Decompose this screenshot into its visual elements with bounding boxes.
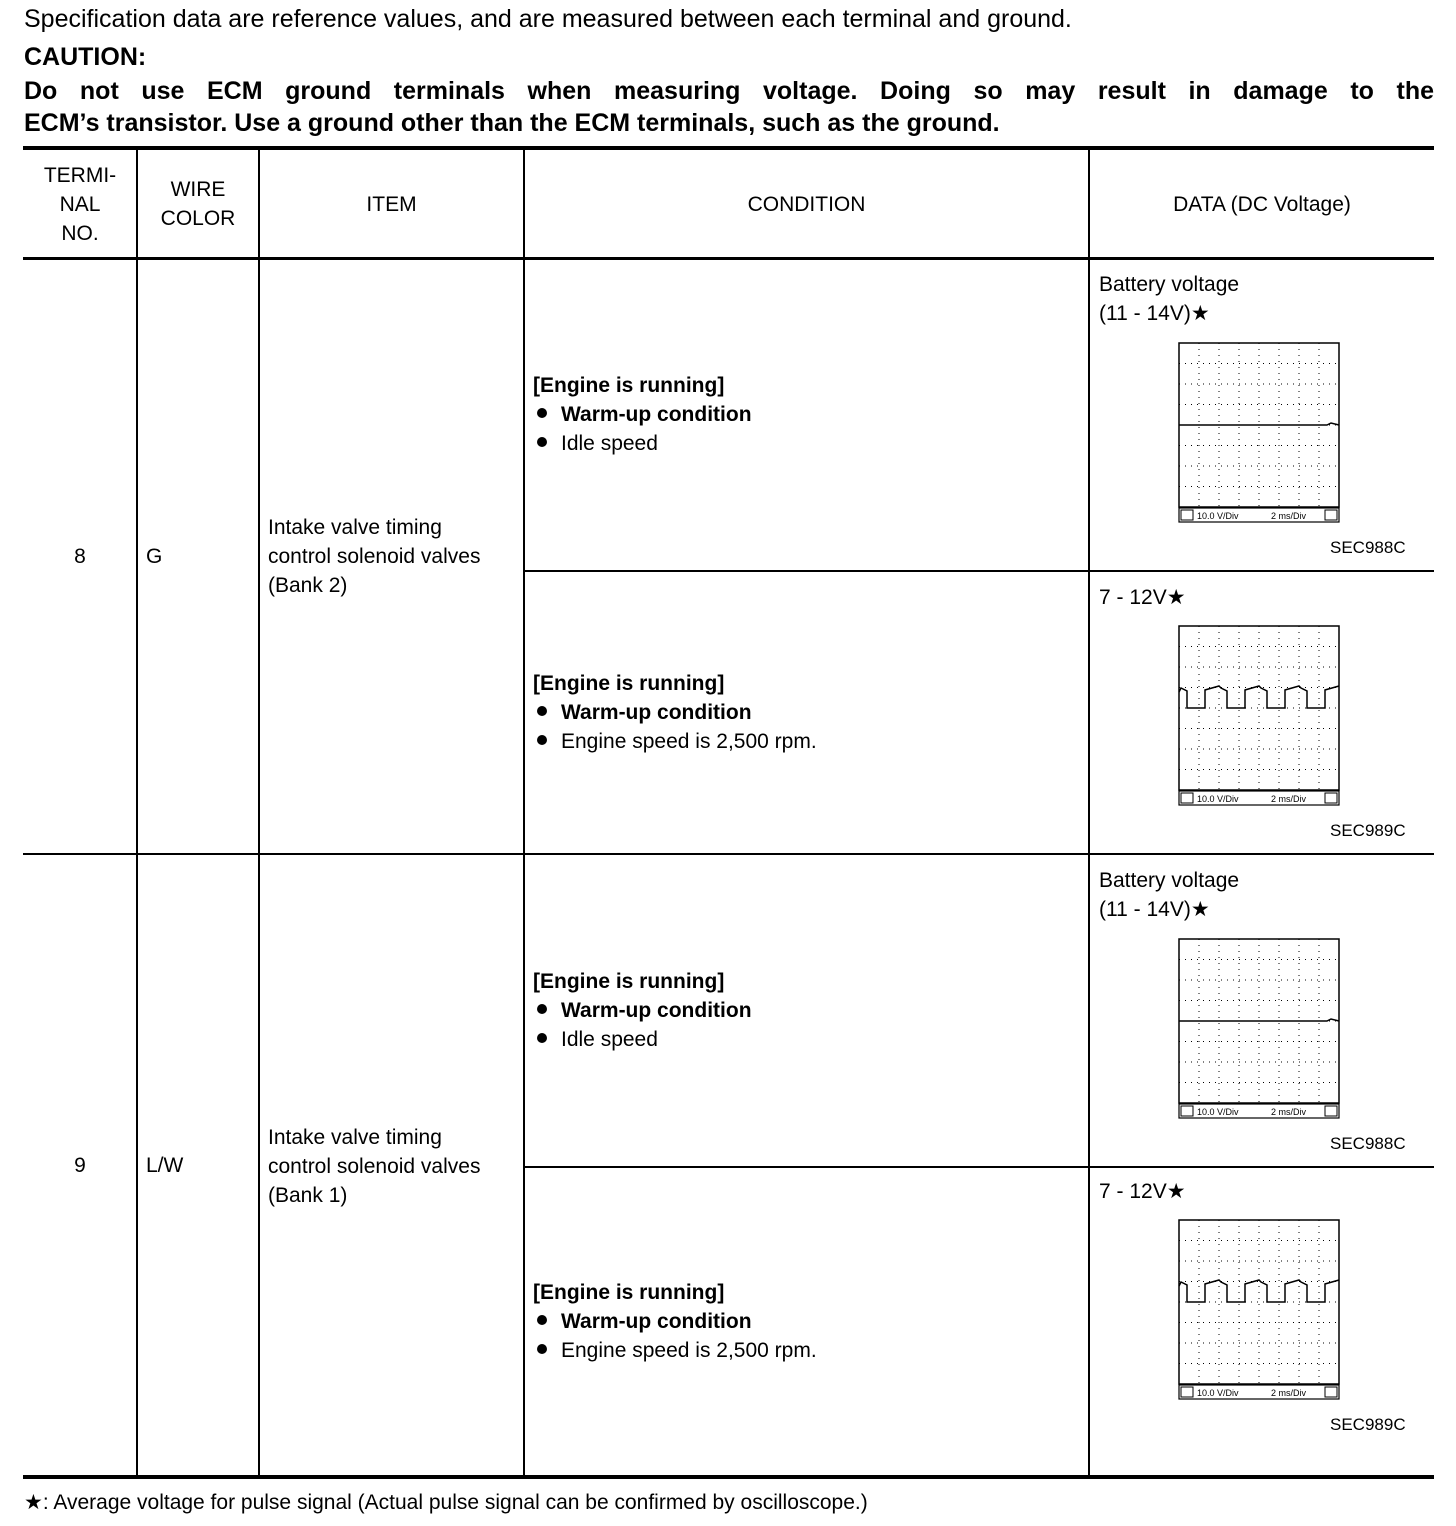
header-item: ITEM bbox=[366, 193, 417, 216]
header-bottom-rule bbox=[23, 257, 1434, 260]
footnote: ★: Average voltage for pulse signal (Actual pulse signal can be confirmed by oscilloscope.) bbox=[24, 1491, 868, 1514]
column-divider bbox=[523, 150, 525, 1475]
column-divider bbox=[136, 150, 138, 1475]
wire-color: G bbox=[146, 545, 163, 568]
svg-text:10.0 V/Div: 10.0 V/Div bbox=[1197, 511, 1239, 521]
bullet-icon bbox=[537, 437, 547, 447]
condition-block: [Engine is running] Warm-up condition Idle speed bbox=[533, 374, 752, 455]
svg-text:2 ms/Div: 2 ms/Div bbox=[1271, 794, 1307, 804]
column-divider bbox=[258, 150, 260, 1475]
figure-reference: SEC989C bbox=[1330, 1415, 1406, 1434]
bullet-icon bbox=[537, 408, 547, 418]
svg-text:2 ms/Div: 2 ms/Div bbox=[1271, 1388, 1307, 1398]
item-description: Intake valve timing control solenoid valves (Bank 2) bbox=[268, 516, 481, 597]
caution-text-line2: ECM’s transistor. Use a ground other than the ECM terminals, such as the ground. bbox=[24, 109, 1000, 137]
header-condition: CONDITION bbox=[747, 193, 866, 216]
condition-divider bbox=[524, 570, 1434, 572]
caution-heading: CAUTION: bbox=[24, 43, 147, 71]
data-value: 7 - 12V★ bbox=[1099, 1180, 1186, 1203]
svg-text:10.0 V/Div: 10.0 V/Div bbox=[1197, 1107, 1239, 1117]
figure-reference: SEC989C bbox=[1330, 821, 1406, 840]
data-value: Battery voltage (11 - 14V)★ bbox=[1099, 869, 1240, 921]
oscilloscope-waveform bbox=[1178, 938, 1340, 1120]
svg-text:2 ms/Div: 2 ms/Div bbox=[1271, 511, 1307, 521]
terminal-number: 9 bbox=[74, 1154, 86, 1177]
intro-text: Specification data are reference values, and are measured between each terminal and ground. bbox=[24, 5, 1072, 33]
data-value: Battery voltage (11 - 14V)★ bbox=[1099, 273, 1240, 325]
wire-color: L/W bbox=[146, 1154, 184, 1177]
header-wire-color: WIRE COLOR bbox=[160, 178, 236, 230]
bullet-icon bbox=[537, 735, 547, 745]
header-data: DATA (DC Voltage) bbox=[1173, 193, 1351, 216]
bullet-icon bbox=[537, 1315, 547, 1325]
svg-text:2 ms/Div: 2 ms/Div bbox=[1271, 1107, 1307, 1117]
oscilloscope-waveform bbox=[1178, 625, 1340, 807]
bullet-icon bbox=[537, 706, 547, 716]
svg-text:10.0 V/Div: 10.0 V/Div bbox=[1197, 794, 1239, 804]
terminal-number: 8 bbox=[74, 545, 86, 568]
item-description: Intake valve timing control solenoid valves (Bank 1) bbox=[268, 1126, 481, 1207]
figure-reference: SEC988C bbox=[1330, 538, 1406, 557]
oscilloscope-waveform bbox=[1178, 1219, 1340, 1401]
row-divider bbox=[23, 853, 1434, 855]
svg-text:10.0 V/Div: 10.0 V/Div bbox=[1197, 1388, 1239, 1398]
condition-block: [Engine is running] Warm-up condition Engine speed is 2,500 rpm. bbox=[533, 672, 817, 753]
bullet-icon bbox=[537, 1344, 547, 1354]
column-divider bbox=[1088, 150, 1090, 1475]
condition-block: [Engine is running] Warm-up condition Engine speed is 2,500 rpm. bbox=[533, 1281, 817, 1362]
header-terminal-no: TERMI- NAL NO. bbox=[43, 164, 117, 245]
condition-divider bbox=[524, 1166, 1434, 1168]
caution-text-line1: Do not use ECM ground terminals when measuring voltage. Doing so may result in damage to the bbox=[24, 77, 1434, 105]
data-value: 7 - 12V★ bbox=[1099, 586, 1186, 609]
bullet-icon bbox=[537, 1004, 547, 1014]
figure-reference: SEC988C bbox=[1330, 1134, 1406, 1153]
condition-block: [Engine is running] Warm-up condition Idle speed bbox=[533, 970, 752, 1051]
table-bottom-rule bbox=[23, 1475, 1434, 1479]
table-top-rule bbox=[23, 146, 1434, 150]
bullet-icon bbox=[537, 1033, 547, 1043]
oscilloscope-waveform bbox=[1178, 342, 1340, 524]
